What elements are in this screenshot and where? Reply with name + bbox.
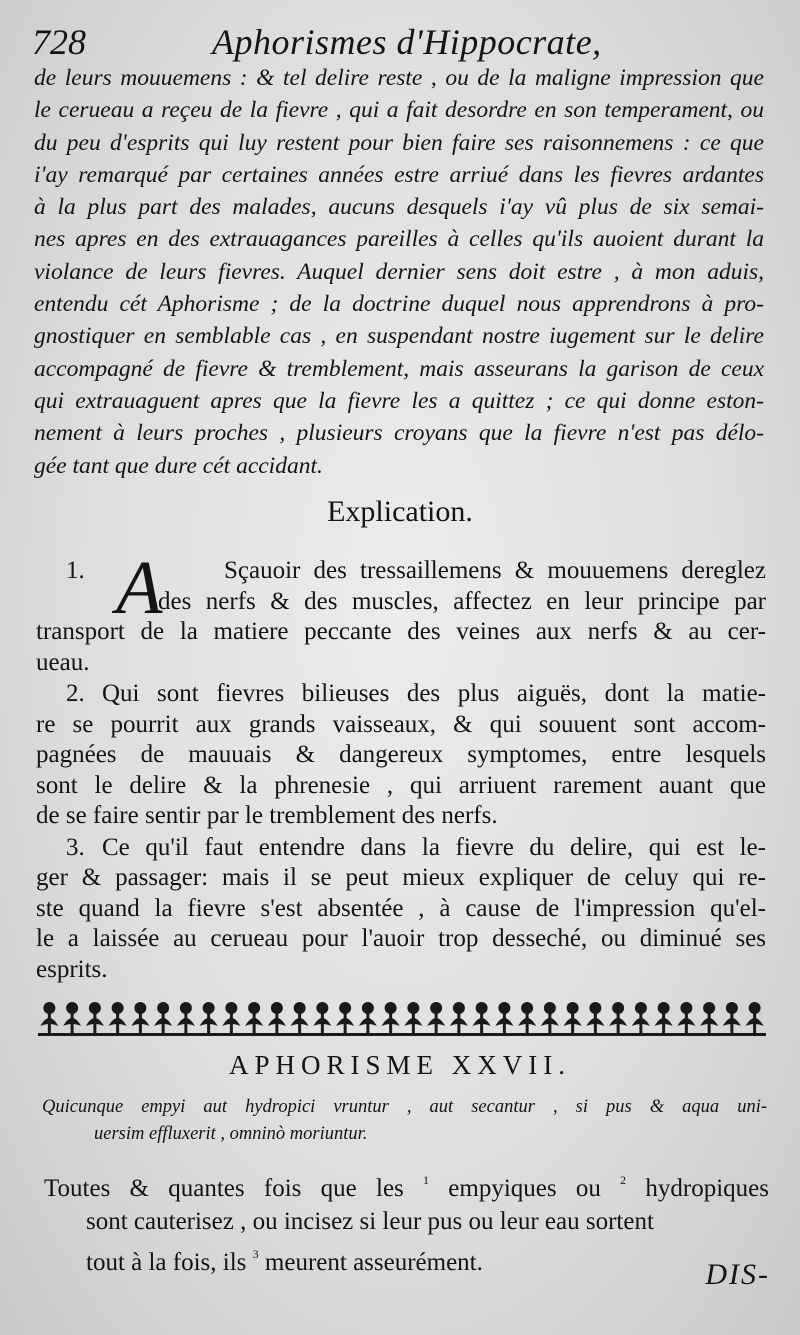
text-line-content: Sçauoir des tressaillemens & mouuemens dereglez xyxy=(224,557,766,584)
fleuron-stem xyxy=(685,1012,688,1034)
text-line xyxy=(36,833,766,864)
fleuron-stem xyxy=(344,1012,347,1034)
fleuron-stem xyxy=(48,1012,51,1034)
fleuron-stem xyxy=(275,1012,278,1034)
text-line: transport de la matiere peccante des veines aux nerfs & au cer- xyxy=(36,618,766,645)
text-line: nes apres en des extrauagances pareilles à celles qu'ils auoient durant la xyxy=(34,226,764,253)
text-line: le cerueau a reçeu de la fievre , qui a fait desordre en son temperament, ou xyxy=(34,97,764,124)
text-line: pagnées de mauuais & dangereux symptomes, entre lesquels xyxy=(36,741,766,768)
text-line: le a laissée au cerueau pour l'auoir trop desseché, ou diminué ses xyxy=(36,925,766,952)
note-marker: 1 xyxy=(423,1173,430,1187)
text-line: de leurs mouuemens : & tel delire reste , ou de la maligne impression que xyxy=(34,65,764,91)
text-line xyxy=(36,679,766,710)
text-line xyxy=(44,1164,769,1205)
fleuron-stem xyxy=(662,1012,665,1034)
text-line: Quicunque empyi aut hydropici vruntur , aut secantur , si pus & aqua uni- xyxy=(42,1097,767,1117)
explication-heading: Explication. xyxy=(327,495,473,528)
fleuron-stem xyxy=(253,1012,256,1034)
fleuron-stem xyxy=(93,1012,96,1034)
fleuron-stem xyxy=(526,1012,529,1034)
text-line: gnostiquer en semblable cas , en suspendant nostre iugement sur le delire xyxy=(34,323,764,350)
commentary-paragraph xyxy=(34,62,764,482)
running-title: Aphorismes d'Hippocrate, xyxy=(212,22,602,62)
fleuron-stem xyxy=(480,1012,483,1034)
page-number: 728 xyxy=(32,22,86,62)
fleuron-stem xyxy=(594,1012,597,1034)
fleuron-stem xyxy=(457,1012,460,1034)
fleuron-stem xyxy=(730,1012,733,1034)
text-line: ste quand la fievre s'est absentée , à cause de l'impression qu'el- xyxy=(36,894,766,922)
fleuron-stem xyxy=(71,1012,74,1034)
text-line: qui extrauaguent apres que la fievre les a quittez ; ce qui donne eston- xyxy=(34,387,764,414)
item-number: 2. xyxy=(66,680,85,707)
text-segment: empyiques ou xyxy=(429,1175,621,1202)
fleuron-stem xyxy=(298,1012,301,1034)
text-line: à la plus part des malades, aucuns desquels i'ay vû plus de six semai- xyxy=(34,194,764,221)
item-number: 3. xyxy=(66,833,85,861)
text-line: sont le delire & la phrenesie , qui arriuent rarement auant que xyxy=(36,771,766,799)
catchword: DIS- xyxy=(705,1258,770,1291)
explication-item-1 xyxy=(36,546,766,678)
fleuron-stem xyxy=(639,1012,642,1034)
fleuron-stem xyxy=(139,1012,142,1034)
page-header xyxy=(32,18,772,62)
note-marker: 2 xyxy=(620,1173,627,1187)
fleuron-stem xyxy=(366,1012,369,1034)
note-marker: 3 xyxy=(252,1247,259,1261)
text-line xyxy=(44,1238,769,1279)
fleuron-stem xyxy=(503,1012,506,1034)
text-line: esprits. xyxy=(36,955,108,983)
text-line: i'ay remarqué par certaines années estre arriué dans les fievres ardantes xyxy=(34,161,764,188)
explication-item-2 xyxy=(36,679,766,832)
text-line: entendu cét Aphorisme ; de la doctrine duquel nous apprendrons à pro- xyxy=(34,291,764,318)
aphorism-heading: APHORISME XXVII. xyxy=(228,1050,571,1080)
fleuron-stem xyxy=(230,1012,233,1034)
fleuron-stem xyxy=(321,1012,324,1034)
text-line-content: Qui sont fievres bilieuses des plus aiguës, dont la matie- xyxy=(102,680,766,707)
text-line: nement à leurs proches , plusieurs croyans que la fievre n'est pas délo- xyxy=(34,420,764,447)
text-line: des nerfs & des muscles, affectez en leur principe par xyxy=(158,587,766,615)
fleuron-stem xyxy=(389,1012,392,1034)
text-segment: tout à la fois, ils xyxy=(86,1249,253,1276)
text-line: ger & passager: mais il se peut mieux expliquer de celuy qui re- xyxy=(36,864,766,891)
text-line: uersim effluxerit , omninò moriuntur. xyxy=(94,1124,368,1144)
text-line: gée tant que dure cét accidant. xyxy=(34,452,323,479)
fleuron-stem xyxy=(162,1012,165,1034)
fleuron-stem xyxy=(708,1012,711,1034)
text-segment: Toutes & quantes fois que les xyxy=(44,1175,424,1202)
text-line: accompagné de fievre & tremblement, mais asseurans la garison de ceux xyxy=(34,355,764,382)
text-line: re se pourrit aux grands vaisseaux, & qui souuent sont accom- xyxy=(36,710,766,738)
fleuron-stem xyxy=(207,1012,210,1034)
item-number: 1. xyxy=(66,557,85,584)
fleuron-stem xyxy=(435,1012,438,1034)
fleuron-stem xyxy=(184,1012,187,1034)
fleuron-stem xyxy=(412,1012,415,1034)
fleuron-stem xyxy=(571,1012,574,1034)
text-line: violance de leurs fievres. Auquel dernier sens doit estre , à mon aduis, xyxy=(34,258,764,285)
fleuron-stem xyxy=(116,1012,119,1034)
drop-capital: A xyxy=(116,546,163,630)
fleuron-ornament-band xyxy=(38,996,766,1038)
french-aphorism xyxy=(44,1164,769,1279)
text-line-content: Ce qu'il faut entendre dans la fievre du delire, qui est le- xyxy=(102,833,766,861)
text-line: du peu d'esprits qui luy restent pour bien faire ses raisonnemens : ce que xyxy=(34,129,764,156)
fleuron-stem xyxy=(617,1012,620,1034)
fleuron-base-rule xyxy=(38,1033,766,1036)
text-segment: meurent asseurément. xyxy=(258,1249,483,1276)
text-line: sont cauterisez , ou incisez si leur pus ou leur eau sortent xyxy=(86,1208,654,1235)
fleuron-stem xyxy=(548,1012,551,1034)
text-line: ueau. xyxy=(36,648,90,676)
text-segment: hydropiques xyxy=(626,1175,769,1202)
text-line: de se faire sentir par le tremblement des nerfs. xyxy=(36,802,498,829)
explication-item-3 xyxy=(36,833,766,986)
latin-aphorism xyxy=(42,1094,767,1148)
explication-list xyxy=(36,546,766,986)
fleuron-stem xyxy=(753,1012,756,1034)
